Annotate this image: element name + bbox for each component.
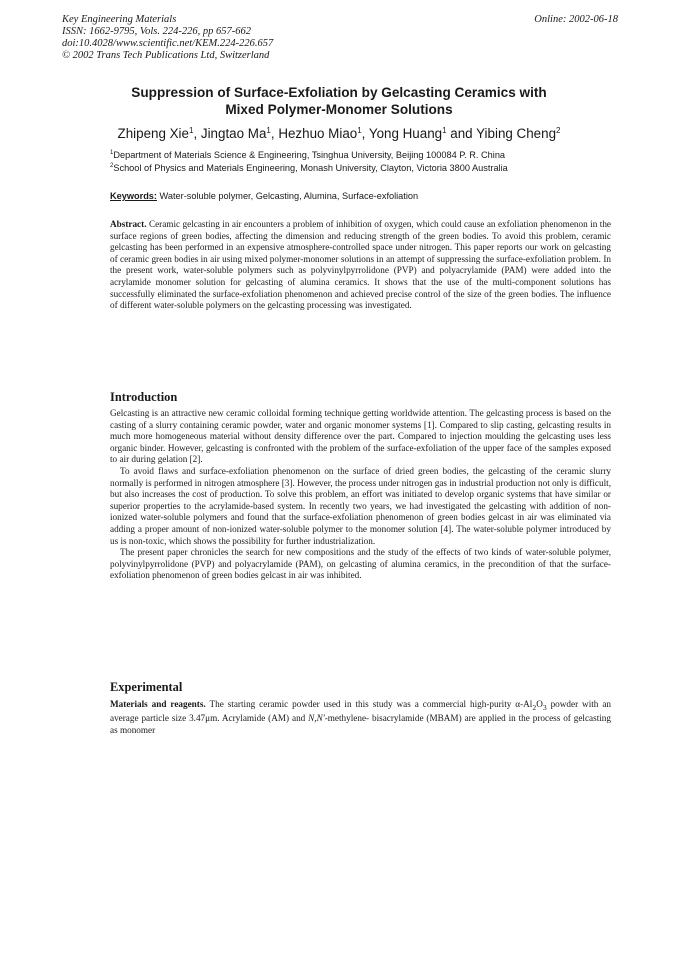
subscript: 2 — [532, 702, 537, 712]
text-run: powder with an average particle size 3.47μm. Acrylamide (AM) and — [110, 699, 611, 724]
introduction-body — [110, 408, 611, 582]
author-affiliation-mark: 1 — [188, 126, 194, 135]
journal-name: Key Engineering Materials — [62, 14, 177, 25]
title-line-2: Mixed Polymer-Monomer Solutions — [225, 102, 453, 117]
affiliation-text: Department of Materials Science & Engineering, Tsinghua University, Beijing 100084 P. R. China — [113, 150, 506, 160]
author-name: Yibing Cheng — [476, 126, 557, 141]
affiliation-number: 1 — [110, 150, 114, 156]
author-name: Hezhuo Miao — [278, 126, 358, 141]
abstract-text: Ceramic gelcasting in air encounters a problem of inhibition of oxygen, which could cause an exfoliation phenomenon in the surface regions of green bodies, affecting the dimension and reducing strength of the green bodies. To avoid this problem, ceramic gelcasting has been performed in an expensive atmosphere-controlled space under nitrogen. This paper reports our work on gelcasting of ceramic green bodies in air using mixed polymer-monomer solutions in an attempt of suppressing the surface-exfoliation problem. In the present work, water-soluble polymers such as polyvinylpyrrolidone (PVP) and polyacrylamide (PAM) were added into the acrylamide monomer solution for gelcasting of alumina ceramics. It shows that the use of the multi-component solutions has successfully eliminated the surface-exfoliation phenomenon and achieved precise control of the size of the green bodies. The influence of different water-soluble polymers on the gelcasting processing was investigated. — [110, 219, 611, 311]
materials-label: Materials and reagents. — [110, 699, 206, 709]
text-run: The starting ceramic powder used in this study was a commercial high-purity α-Al — [209, 699, 533, 709]
keywords-label: Keywords: — [110, 191, 157, 201]
author-separator: , — [361, 126, 369, 141]
affiliation-number: 2 — [110, 163, 114, 169]
keywords — [110, 191, 418, 201]
author-name: Zhipeng Xie — [117, 126, 189, 141]
paragraph — [110, 699, 611, 737]
experimental-body — [110, 699, 611, 737]
issn-line: ISSN: 1662-9795, Vols. 224-226, pp 657-662 — [62, 26, 251, 37]
experimental-heading: Experimental — [110, 680, 183, 694]
author-name: Yong Huang — [368, 126, 443, 141]
doi-line: doi:10.4028/www.scientific.net/KEM.224-226.657 — [62, 38, 274, 49]
journal-meta — [62, 14, 273, 62]
affiliation-list — [110, 149, 630, 175]
affiliation-item — [110, 162, 630, 175]
paragraph: The present paper chronicles the search for new compositions and the study of the effects of two kinds of water-soluble polymer, polyvinylpyrrolidone (PVP) and polyacrylamide (PAM), on gelcasting of alumina ceramics, in the precondition of that the surface-exfoliation phenomenon of green bodies gelcast in air was inhibited. — [110, 547, 611, 581]
paragraph: To avoid flaws and surface-exfoliation phenomenon on the surface of dried green bodies, the gelcasting of the ceramic slurry normally is performed in nitrogen atmosphere [3]. However, the process under nitrogen gas in industrial production not only is difficult, but also increases the cost of production. To solve this problem, an effort was initiated to develop organic systems that have similar or superior properties to the acrylamide-based system. In recently two years, we had investigated the gelcasting with addition of non-ionized water-soluble polymers and found that the surface-exfoliation phenomenon of green bodies gelcast in air was eliminated via adding a proper amount of non-ionized water-soluble polymer to the monomer solution [4]. The water-soluble polymer introduced by us is non-toxic, which shows the possibility for further industrialization. — [110, 465, 611, 546]
author-list — [60, 125, 618, 142]
introduction-heading: Introduction — [110, 390, 178, 404]
affiliation-item — [110, 149, 630, 162]
affiliation-text: School of Physics and Materials Engineering, Monash University, Clayton, Victoria 3800 Australia — [113, 163, 508, 173]
author-affiliation-mark: 1 — [442, 126, 447, 135]
abstract-label: Abstract. — [110, 219, 147, 229]
author-affiliation-mark: 1 — [357, 126, 362, 135]
author-affiliation-mark: 2 — [556, 126, 561, 135]
title-line-1: Suppression of Surface-Exfoliation by Gelcasting Ceramics with — [131, 85, 547, 100]
paragraph: Gelcasting is an attractive new ceramic colloidal forming technique getting worldwide attention. The gelcasting process is based on the casting of a slurry containing ceramic powder, water and organic monomer systems [1]. Compared to slip casting, gelcasting results in much more homogeneous material without density difference over the part. Compared to injection moulding the gelcasting uses less organic binder. However, gelcasting is confronted with the problem of the surface-exfoliation of the upper face of the samples exposed to air during gelation [2]. — [110, 408, 611, 465]
author-separator: and — [446, 126, 477, 141]
keywords-text: Water-soluble polymer, Gelcasting, Alumina, Surface-exfoliation — [159, 191, 419, 201]
online-date: Online: 2002-06-18 — [534, 14, 618, 25]
text-run: -methylene- bisacrylamide (MBAM) are applied in the process of gelcasting as monomer — [110, 713, 611, 736]
italic-term: N,N' — [308, 713, 325, 724]
subscript: 3 — [542, 702, 547, 712]
abstract — [110, 219, 611, 312]
author-affiliation-mark: 1 — [266, 126, 271, 135]
paper-title — [90, 84, 588, 118]
author-separator: , — [193, 126, 201, 141]
copyright-line: © 2002 Trans Tech Publications Ltd, Switzerland — [62, 50, 270, 61]
author-separator: , — [270, 126, 279, 141]
author-name: Jingtao Ma — [200, 126, 267, 141]
text-run: O — [536, 699, 543, 709]
